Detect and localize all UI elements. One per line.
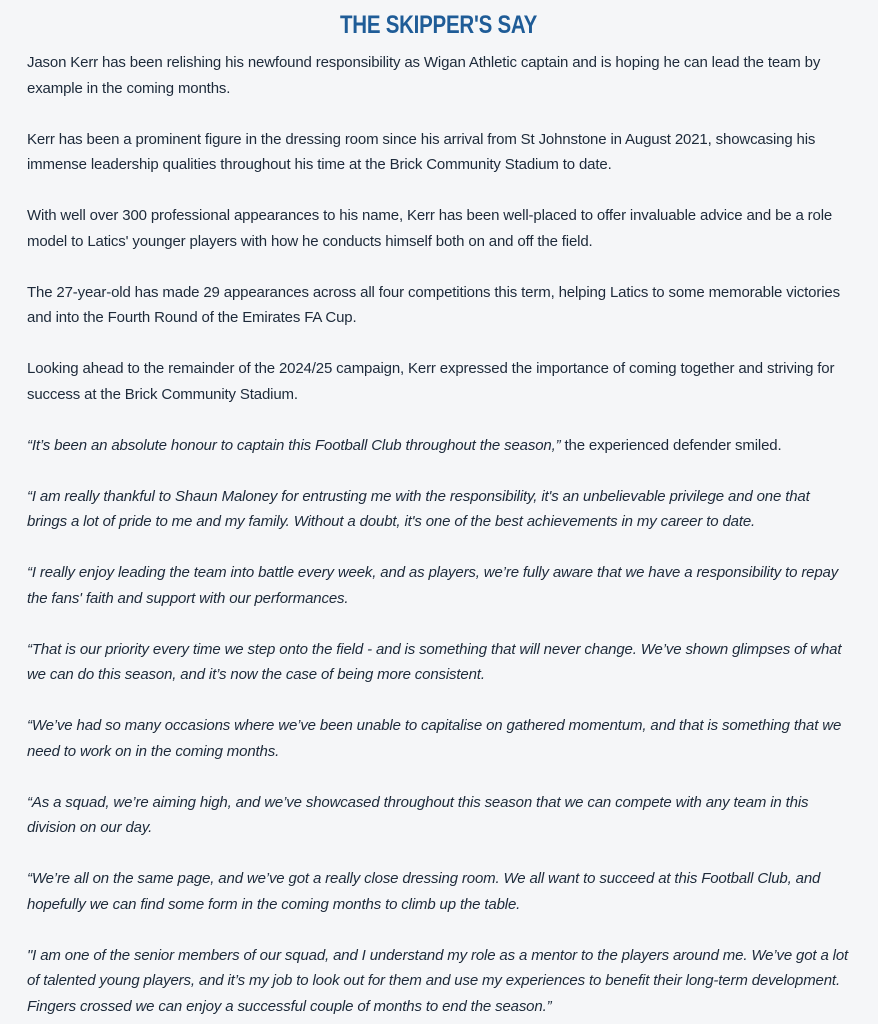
quote-paragraph-1 xyxy=(27,433,850,459)
quote-text: “I am really thankful to Shaun Maloney for entrusting me with the responsibility, it's an unbelievable privilege and one that brings a lot of pride to me and my family. Without a doubt, it's one of the best achievements in my career to date. xyxy=(27,487,810,530)
quote-paragraph-7 xyxy=(27,866,850,917)
paragraph-4 xyxy=(27,280,850,331)
quote-text: “It’s been an absolute honour to captain this Football Club throughout the season,” xyxy=(27,436,561,454)
quote-text: “We’ve had so many occasions where we’ve been unable to capitalise on gathered momentum, and that is something that we need to work on in the coming months. xyxy=(27,717,842,760)
paragraph-text: The 27-year-old has made 29 appearances across all four competitions this term, helping Latics to some memorable victories and into the Fourth Round of the Emirates FA Cup. xyxy=(27,283,840,326)
quote-paragraph-6 xyxy=(27,790,850,841)
quote-text: "I am one of the senior members of our squad, and I understand my role as a mentor to the players around me. We’ve got a lot of talented young players, and it’s my job to look out for them and use my experiences to benefit their long-term development. Fingers crossed we can enjoy a successful couple of months to end the season.” xyxy=(27,946,849,1015)
quote-text: “We’re all on the same page, and we’ve got a really close dressing room. We all want to succeed at this Football Club, and hopefully we can find some form in the coming months to climb up the table. xyxy=(27,870,821,913)
quote-text: “I really enjoy leading the team into battle every week, and as players, we’re fully aware that we have a responsibility to repay the fans' faith and support with our performances. xyxy=(27,564,839,607)
quote-text: “As a squad, we’re aiming high, and we’ve showcased throughout this season that we can compete with any team in this division on our day. xyxy=(27,793,809,836)
paragraph-text: Looking ahead to the remainder of the 2024/25 campaign, Kerr expressed the importance of coming together and striving for success at the Brick Community Stadium. xyxy=(27,360,835,403)
paragraph-1 xyxy=(27,50,850,101)
paragraph-text: Jason Kerr has been relishing his newfound responsibility as Wigan Athletic captain and is hoping he can lead the team by example in the coming months. xyxy=(27,54,821,97)
attribution-text: the experienced defender smiled. xyxy=(560,436,782,454)
paragraph-text: Kerr has been a prominent figure in the dressing room since his arrival from St Johnstone in August 2021, showcasing his immense leadership qualities throughout his time at the Brick Community Stadium to date. xyxy=(27,130,816,173)
paragraph-5 xyxy=(27,356,850,407)
quote-paragraph-3 xyxy=(27,560,850,611)
quote-paragraph-2 xyxy=(27,484,850,535)
quote-paragraph-4 xyxy=(27,637,850,688)
paragraph-2 xyxy=(27,127,850,178)
quote-text: “That is our priority every time we step onto the field - and is something that will never change. We’ve shown glimpses of what we can do this season, and it’s now the case of being more consistent. xyxy=(27,640,842,683)
quote-paragraph-5 xyxy=(27,713,850,764)
paragraph-3 xyxy=(27,203,850,254)
article-headline: THE SKIPPER'S SAY xyxy=(339,11,538,39)
paragraph-text: With well over 300 professional appearances to his name, Kerr has been well-placed to offer invaluable advice and be a role model to Latics' younger players with how he conducts himself both on and off the field. xyxy=(27,207,833,250)
quote-paragraph-8 xyxy=(27,943,850,1020)
